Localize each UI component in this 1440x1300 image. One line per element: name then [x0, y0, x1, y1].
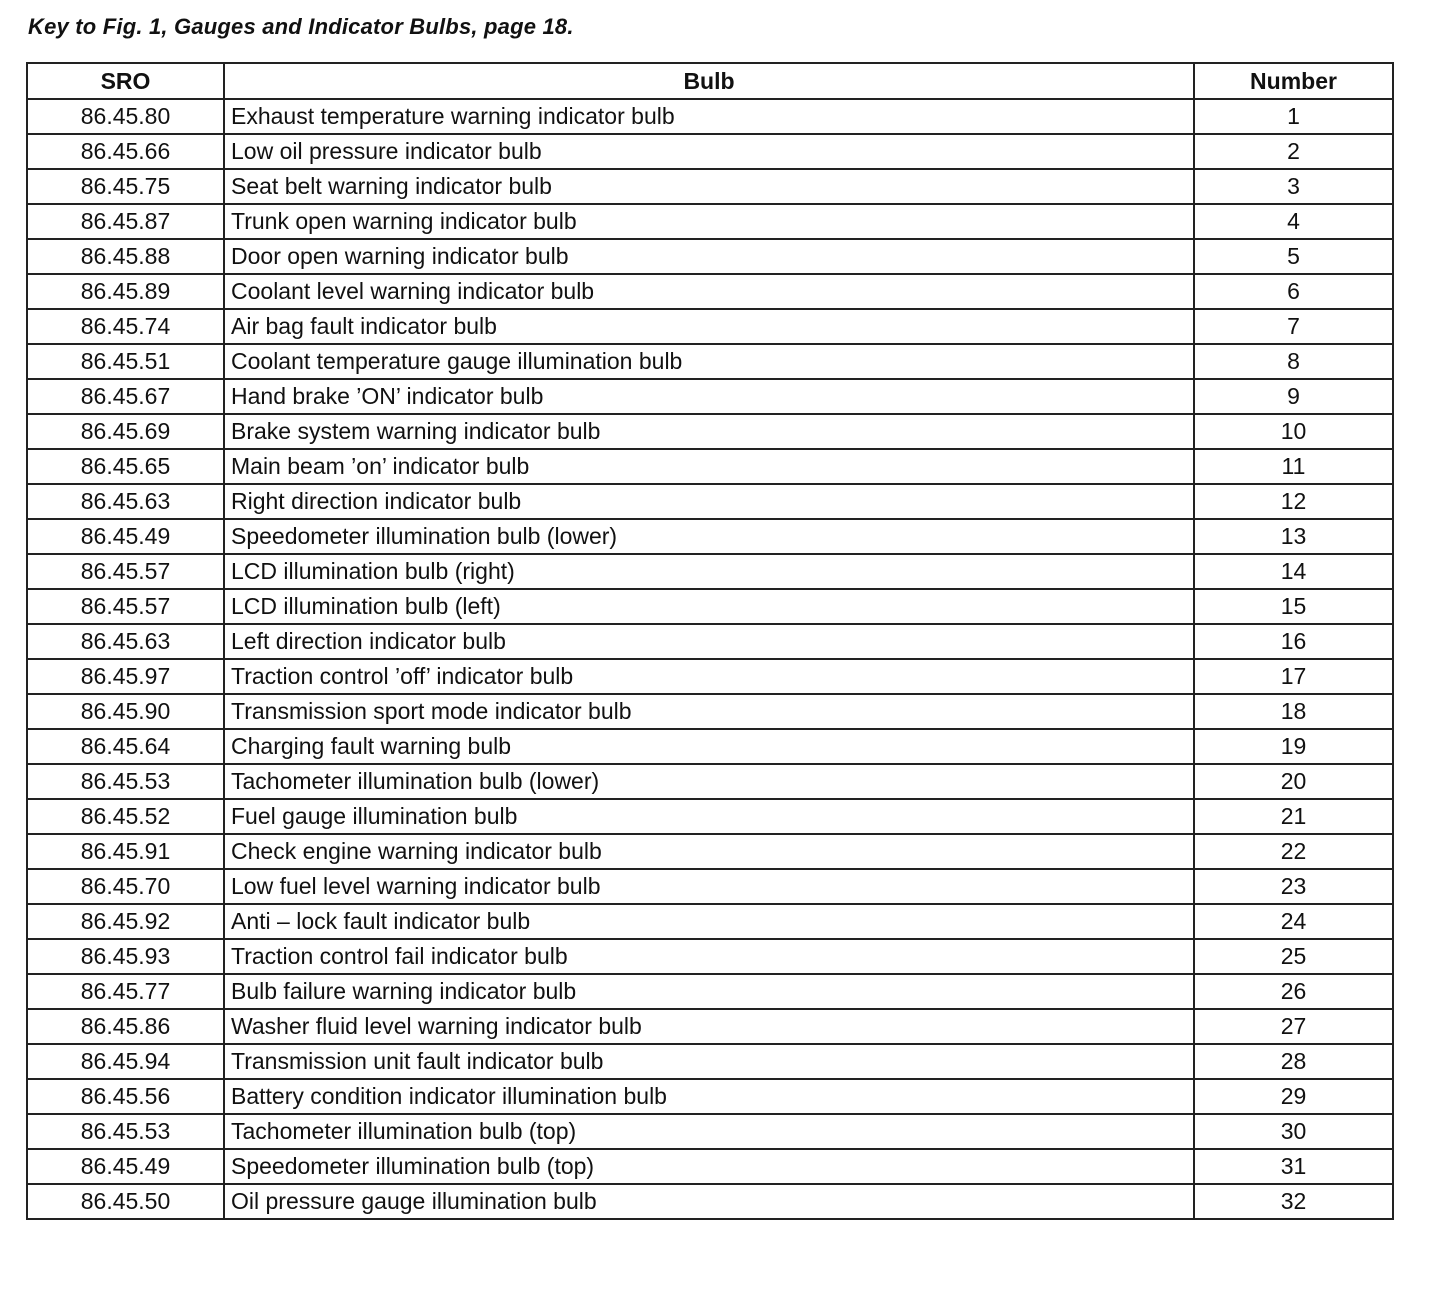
number-cell: 5: [1194, 239, 1393, 274]
sro-cell: 86.45.57: [27, 589, 224, 624]
table-row: [27, 624, 1393, 659]
number-cell: 11: [1194, 449, 1393, 484]
bulb-cell: Coolant temperature gauge illumination bulb: [224, 344, 1194, 379]
sro-cell: 86.45.94: [27, 1044, 224, 1079]
sro-cell: 86.45.51: [27, 344, 224, 379]
bulb-cell: Charging fault warning bulb: [224, 729, 1194, 764]
bulb-cell: Seat belt warning indicator bulb: [224, 169, 1194, 204]
table-row: [27, 764, 1393, 799]
sro-cell: 86.45.69: [27, 414, 224, 449]
table-header-row: [27, 63, 1393, 99]
number-cell: 6: [1194, 274, 1393, 309]
table-row: [27, 659, 1393, 694]
number-cell: 29: [1194, 1079, 1393, 1114]
bulb-cell: Bulb failure warning indicator bulb: [224, 974, 1194, 1009]
bulb-cell: Hand brake ’ON’ indicator bulb: [224, 379, 1194, 414]
sro-cell: 86.45.50: [27, 1184, 224, 1219]
number-cell: 2: [1194, 134, 1393, 169]
number-cell: 12: [1194, 484, 1393, 519]
number-cell: 8: [1194, 344, 1393, 379]
bulb-cell: Right direction indicator bulb: [224, 484, 1194, 519]
bulb-cell: Speedometer illumination bulb (top): [224, 1149, 1194, 1184]
sro-cell: 86.45.49: [27, 1149, 224, 1184]
sro-cell: 86.45.52: [27, 799, 224, 834]
table-row: [27, 134, 1393, 169]
table-row: [27, 1149, 1393, 1184]
bulb-cell: Fuel gauge illumination bulb: [224, 799, 1194, 834]
number-cell: 1: [1194, 99, 1393, 134]
sro-cell: 86.45.64: [27, 729, 224, 764]
sro-cell: 86.45.63: [27, 484, 224, 519]
table-row: [27, 1184, 1393, 1219]
number-cell: 14: [1194, 554, 1393, 589]
bulb-cell: LCD illumination bulb (right): [224, 554, 1194, 589]
table-row: [27, 99, 1393, 134]
sro-cell: 86.45.89: [27, 274, 224, 309]
table-row: [27, 1009, 1393, 1044]
bulb-cell: Trunk open warning indicator bulb: [224, 204, 1194, 239]
number-cell: 27: [1194, 1009, 1393, 1044]
bulb-cell: Exhaust temperature warning indicator bulb: [224, 99, 1194, 134]
table-row: [27, 904, 1393, 939]
number-cell: 3: [1194, 169, 1393, 204]
sro-cell: 86.45.87: [27, 204, 224, 239]
header-bulb: Bulb: [224, 63, 1194, 99]
table-row: [27, 169, 1393, 204]
bulb-cell: Low fuel level warning indicator bulb: [224, 869, 1194, 904]
bulb-cell: Main beam ’on’ indicator bulb: [224, 449, 1194, 484]
number-cell: 32: [1194, 1184, 1393, 1219]
table-row: [27, 589, 1393, 624]
number-cell: 13: [1194, 519, 1393, 554]
table-row: [27, 204, 1393, 239]
bulb-cell: Brake system warning indicator bulb: [224, 414, 1194, 449]
sro-cell: 86.45.88: [27, 239, 224, 274]
sro-cell: 86.45.53: [27, 1114, 224, 1149]
bulb-cell: Air bag fault indicator bulb: [224, 309, 1194, 344]
bulb-cell: Washer fluid level warning indicator bulb: [224, 1009, 1194, 1044]
sro-cell: 86.45.77: [27, 974, 224, 1009]
table-row: [27, 799, 1393, 834]
number-cell: 9: [1194, 379, 1393, 414]
number-cell: 21: [1194, 799, 1393, 834]
table-row: [27, 484, 1393, 519]
number-cell: 23: [1194, 869, 1393, 904]
sro-cell: 86.45.86: [27, 1009, 224, 1044]
table-row: [27, 694, 1393, 729]
bulb-cell: Speedometer illumination bulb (lower): [224, 519, 1194, 554]
sro-cell: 86.45.66: [27, 134, 224, 169]
bulb-cell: Battery condition indicator illumination bulb: [224, 1079, 1194, 1114]
table-row: [27, 274, 1393, 309]
bulb-table: [26, 62, 1394, 1220]
bulb-cell: Tachometer illumination bulb (lower): [224, 764, 1194, 799]
sro-cell: 86.45.92: [27, 904, 224, 939]
number-cell: 19: [1194, 729, 1393, 764]
bulb-cell: Door open warning indicator bulb: [224, 239, 1194, 274]
number-cell: 20: [1194, 764, 1393, 799]
number-cell: 17: [1194, 659, 1393, 694]
table-row: [27, 869, 1393, 904]
sro-cell: 86.45.74: [27, 309, 224, 344]
table-row: [27, 729, 1393, 764]
table-row: [27, 974, 1393, 1009]
sro-cell: 86.45.93: [27, 939, 224, 974]
bulb-cell: Oil pressure gauge illumination bulb: [224, 1184, 1194, 1219]
number-cell: 31: [1194, 1149, 1393, 1184]
table-row: [27, 449, 1393, 484]
sro-cell: 86.45.53: [27, 764, 224, 799]
table-row: [27, 414, 1393, 449]
table-row: [27, 1044, 1393, 1079]
bulb-cell: Traction control fail indicator bulb: [224, 939, 1194, 974]
table-row: [27, 379, 1393, 414]
number-cell: 15: [1194, 589, 1393, 624]
number-cell: 28: [1194, 1044, 1393, 1079]
table-row: [27, 834, 1393, 869]
header-number: Number: [1194, 63, 1393, 99]
sro-cell: 86.45.70: [27, 869, 224, 904]
number-cell: 16: [1194, 624, 1393, 659]
bulb-cell: Left direction indicator bulb: [224, 624, 1194, 659]
number-cell: 7: [1194, 309, 1393, 344]
sro-cell: 86.45.56: [27, 1079, 224, 1114]
bulb-cell: Low oil pressure indicator bulb: [224, 134, 1194, 169]
bulb-cell: Traction control ’off’ indicator bulb: [224, 659, 1194, 694]
table-body: [27, 99, 1393, 1219]
sro-cell: 86.45.67: [27, 379, 224, 414]
number-cell: 22: [1194, 834, 1393, 869]
sro-cell: 86.45.49: [27, 519, 224, 554]
sro-cell: 86.45.90: [27, 694, 224, 729]
bulb-cell: LCD illumination bulb (left): [224, 589, 1194, 624]
number-cell: 24: [1194, 904, 1393, 939]
table-row: [27, 1079, 1393, 1114]
table-row: [27, 519, 1393, 554]
table-row: [27, 344, 1393, 379]
bulb-cell: Check engine warning indicator bulb: [224, 834, 1194, 869]
bulb-cell: Transmission sport mode indicator bulb: [224, 694, 1194, 729]
sro-cell: 86.45.75: [27, 169, 224, 204]
number-cell: 25: [1194, 939, 1393, 974]
sro-cell: 86.45.97: [27, 659, 224, 694]
sro-cell: 86.45.57: [27, 554, 224, 589]
bulb-cell: Anti – lock fault indicator bulb: [224, 904, 1194, 939]
number-cell: 4: [1194, 204, 1393, 239]
number-cell: 30: [1194, 1114, 1393, 1149]
sro-cell: 86.45.65: [27, 449, 224, 484]
sro-cell: 86.45.80: [27, 99, 224, 134]
number-cell: 26: [1194, 974, 1393, 1009]
number-cell: 10: [1194, 414, 1393, 449]
table-row: [27, 239, 1393, 274]
bulb-cell: Tachometer illumination bulb (top): [224, 1114, 1194, 1149]
sro-cell: 86.45.63: [27, 624, 224, 659]
bulb-cell: Coolant level warning indicator bulb: [224, 274, 1194, 309]
sro-cell: 86.45.91: [27, 834, 224, 869]
table-row: [27, 1114, 1393, 1149]
header-sro: SRO: [27, 63, 224, 99]
table-caption: Key to Fig. 1, Gauges and Indicator Bulbs, page 18.: [28, 14, 574, 39]
table-row: [27, 309, 1393, 344]
table-row: [27, 554, 1393, 589]
bulb-cell: Transmission unit fault indicator bulb: [224, 1044, 1194, 1079]
table-row: [27, 939, 1393, 974]
number-cell: 18: [1194, 694, 1393, 729]
